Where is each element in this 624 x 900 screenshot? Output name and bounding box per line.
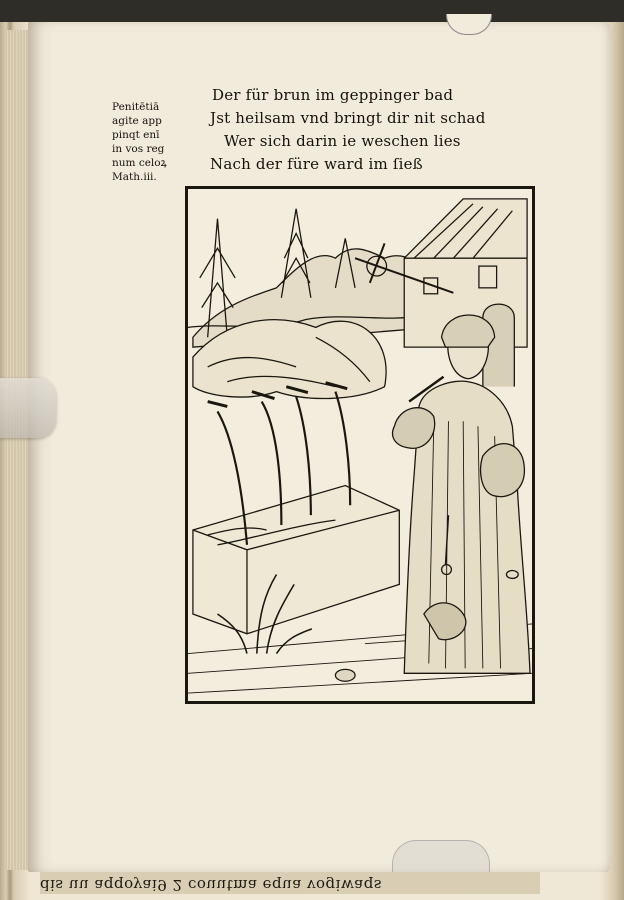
page-clip-left [0, 378, 56, 438]
woodcut-drawing [188, 189, 532, 701]
woodcut-illustration [185, 186, 535, 704]
marginal-note-line: pinqt enī [112, 129, 160, 141]
next-page-line: dis uu aqqoyai9 2 couutma equa vogiwaqs [40, 872, 540, 894]
verse-line: Wer sich darin ie weschen lies [224, 132, 461, 150]
marginal-note-line: in vos reg [112, 143, 165, 155]
marginal-note-line: Math.iii. [112, 171, 157, 183]
verse-line: Jst heilsam vnd bringt dir nit schad [210, 109, 486, 127]
marginal-note-line: Penitētiā [112, 101, 160, 113]
verse-block [212, 84, 512, 176]
marginal-note [112, 100, 192, 184]
verse-line: Der für brun im geppinger bad [212, 86, 454, 104]
marginal-note-line: num celoꝝ [112, 157, 167, 169]
page-stack [6, 30, 28, 870]
verse-line: Nach der füre ward im ſieß [210, 155, 423, 173]
marginal-note-line: agite app [112, 115, 162, 127]
